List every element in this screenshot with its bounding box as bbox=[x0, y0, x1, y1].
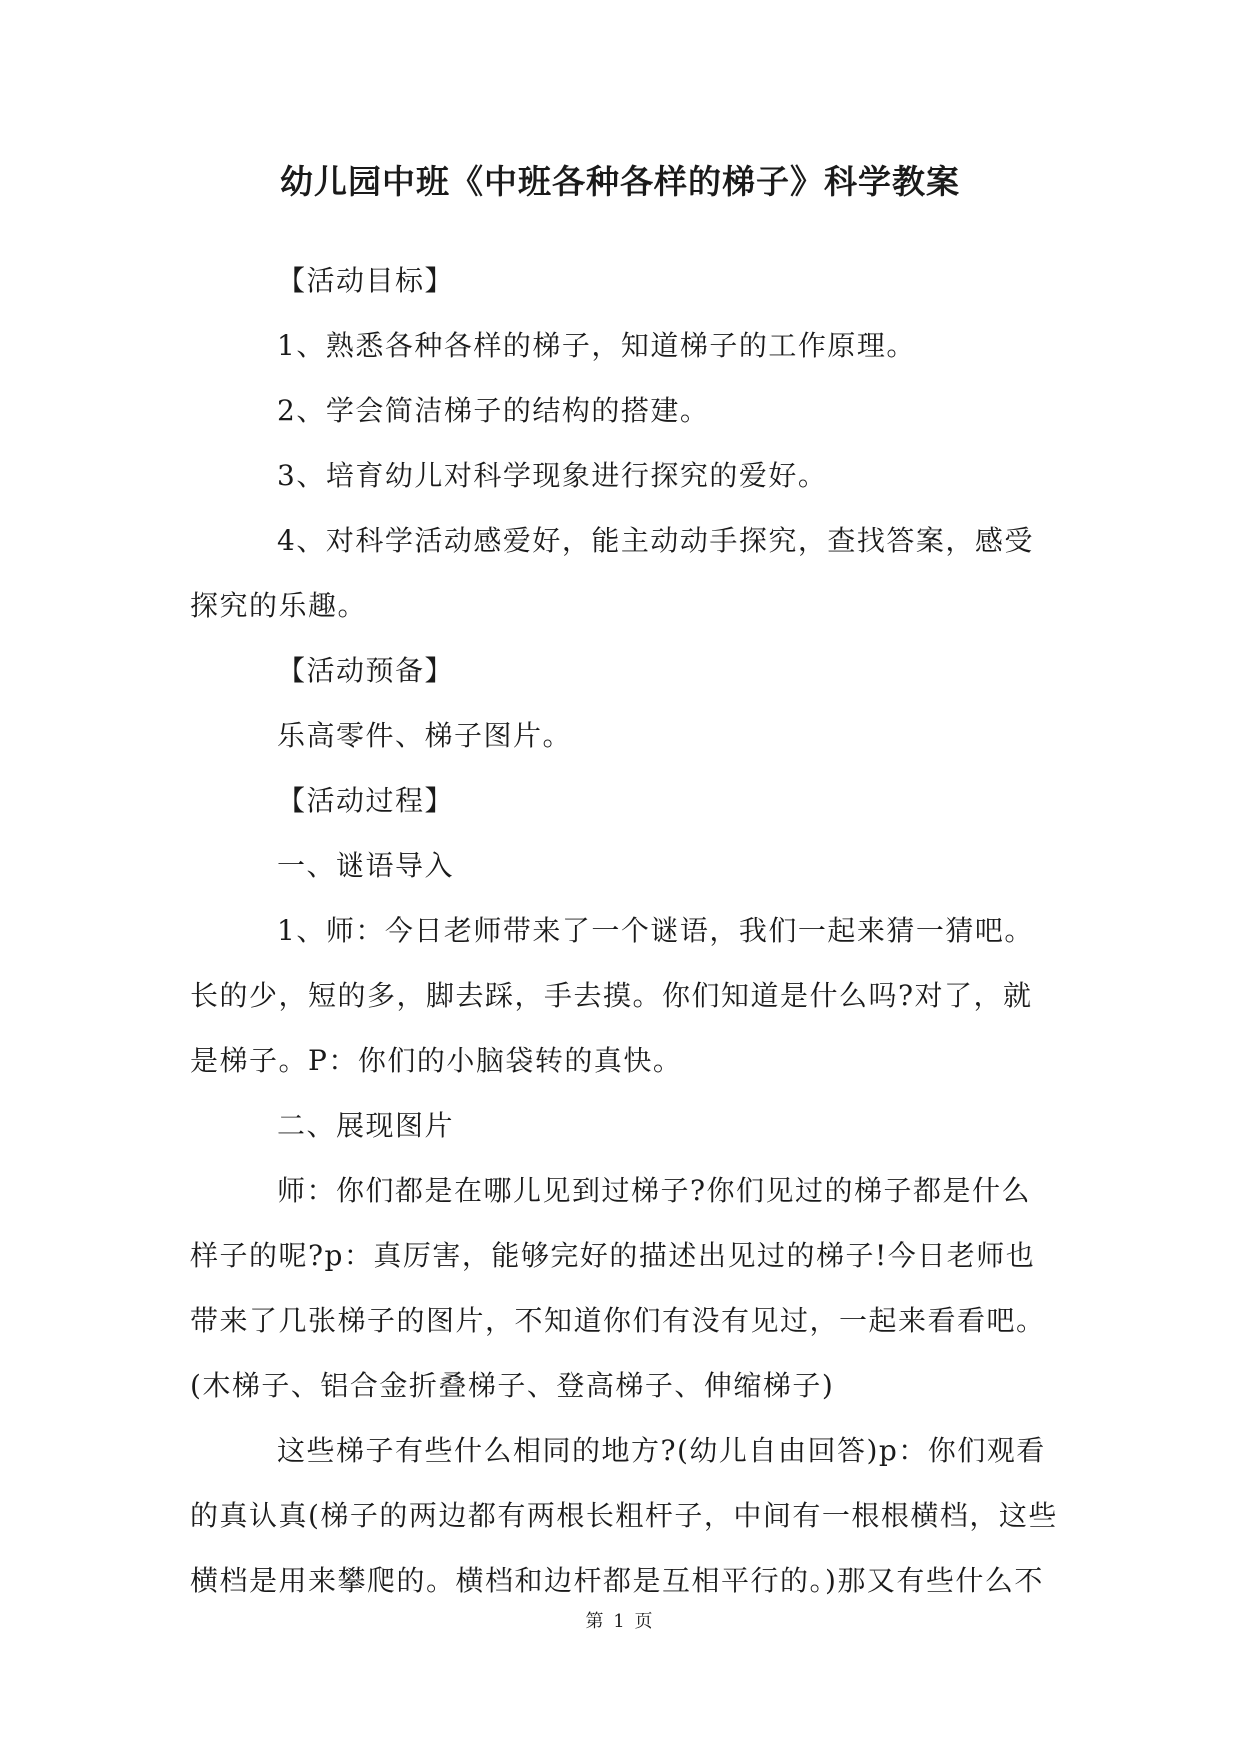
goal-item-3: 3、培育幼儿对科学现象进行探究的爱好。 bbox=[277, 459, 828, 492]
step-heading-pictures: 二、展现图片 bbox=[277, 1109, 455, 1142]
comparison-paragraph: 这些梯子有些什么相同的地方?(幼儿自由回答)p：你们观看的真认真(梯子的两边都有两根长粗杆子，中间有一根根横档，这些横档是用来攀爬的。横档和边杆都是互相平行的。)那又有些什么不 bbox=[190, 1434, 1058, 1597]
pictures-paragraph: 师：你们都是在哪儿见到过梯子?你们见过的梯子都是什么样子的呢?p：真厉害，能够完好的描述出见过的梯子!今日老师也带来了几张梯子的图片，不知道你们有没有见过，一起来看看吧。(木梯子、铝合金折叠梯子、登高梯子、伸缩梯子) bbox=[190, 1174, 1046, 1402]
footer-suffix: 页 bbox=[634, 1611, 655, 1632]
goal-item-2: 2、学会简洁梯子的结构的搭建。 bbox=[277, 394, 710, 427]
section-heading-preparation: 【活动预备】 bbox=[277, 654, 455, 687]
section-heading-process: 【活动过程】 bbox=[277, 784, 455, 817]
footer-prefix: 第 bbox=[585, 1611, 606, 1632]
document-title: 幼儿园中班《中班各种各样的梯子》科学教案 bbox=[280, 162, 960, 201]
goal-item-4: 4、对科学活动感爱好，能主动动手探究，查找答案，感受探究的乐趣。 bbox=[190, 524, 1034, 622]
document-body bbox=[190, 248, 1060, 1613]
section-heading-goals: 【活动目标】 bbox=[277, 264, 455, 297]
preparation-text: 乐高零件、梯子图片。 bbox=[277, 719, 573, 752]
page-footer bbox=[0, 1610, 1240, 1634]
step-heading-riddle: 一、谜语导入 bbox=[277, 849, 455, 882]
goal-item-1: 1、熟悉各种各样的梯子，知道梯子的工作原理。 bbox=[277, 329, 916, 362]
riddle-paragraph: 1、师：今日老师带来了一个谜语，我们一起来猜一猜吧。长的少，短的多，脚去踩，手去摸。你们知道是什么吗?对了，就是梯子。P：你们的小脑袋转的真快。 bbox=[190, 914, 1034, 1077]
page-number: 1 bbox=[613, 1611, 627, 1632]
